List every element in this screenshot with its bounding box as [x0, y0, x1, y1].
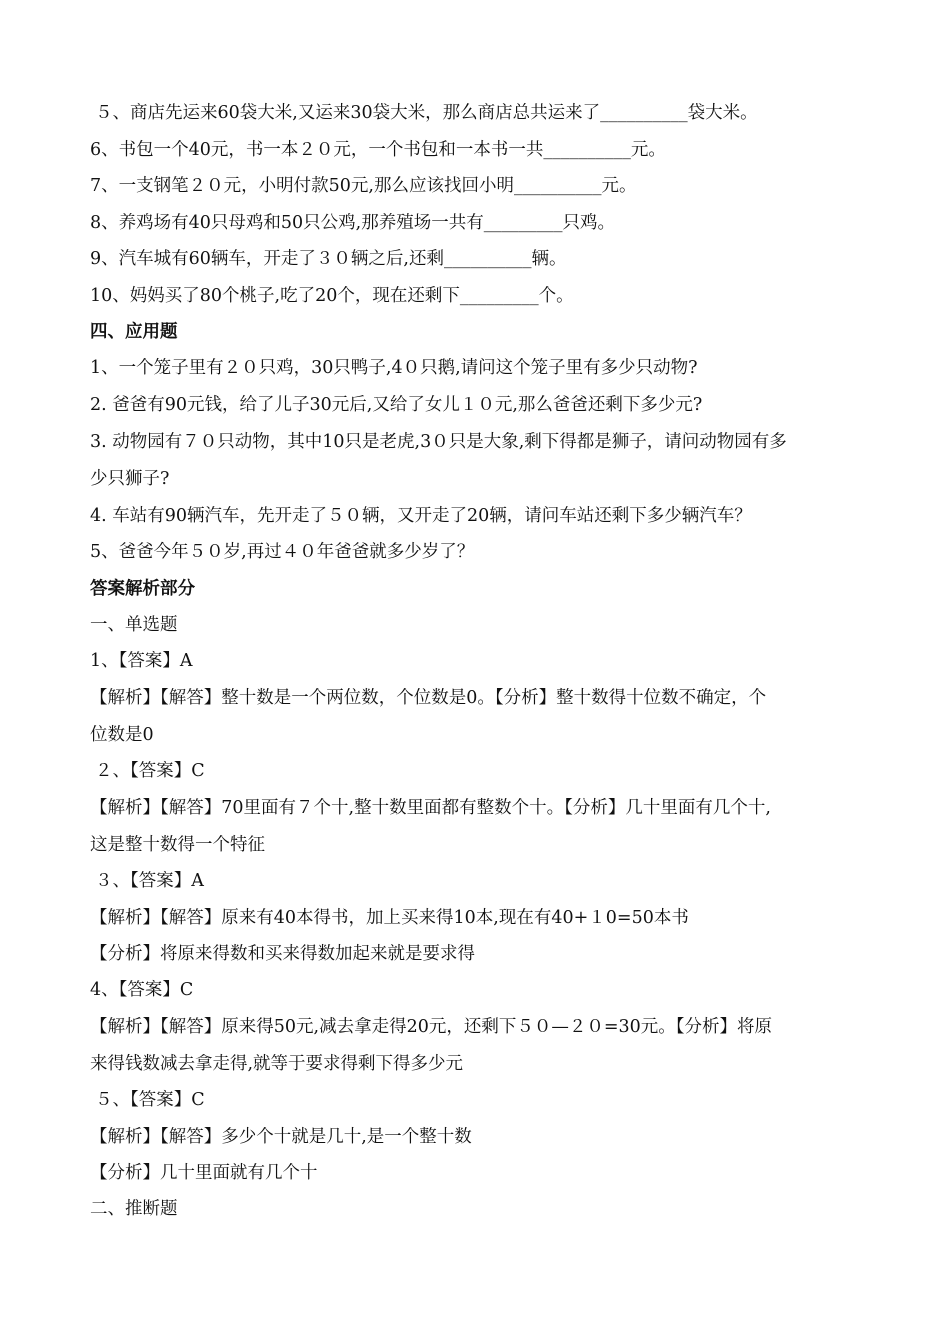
answer-section-heading: 答案解析部分 [90, 579, 195, 599]
application-question-1: 1、一个笼子里有２０只鸡，30只鸭子,4０只鹅,请问这个笼子里有多少只动物? [90, 358, 698, 378]
application-question-4: 4. 车站有90辆汽车，先开走了５０辆，又开走了20辆，请问车站还剩下多少辆汽车？ [90, 506, 752, 526]
answer-line: ３、【答案】A [95, 871, 204, 891]
answer-line: 1、【答案】A [90, 651, 193, 671]
application-question-2: 2. 爸爸有90元钱，给了儿子30元后,又给了女儿１０元,那么爸爸还剩下多少元? [90, 395, 703, 415]
answer-line: 【分析】将原来得数和买来得数加起来就是要求得 [90, 944, 475, 964]
answer-line: ２、【答案】C [95, 761, 205, 781]
answer-line: 4、【答案】C [90, 980, 194, 1000]
fill-in-question-10: 10、妈妈买了80个桃子,吃了20个，现在还剩下_________个。 [90, 286, 574, 306]
answer-line: 【解析】【解答】多少个十就是几十,是一个整十数 [90, 1127, 472, 1147]
section-heading-applications: 四、应用题 [90, 322, 178, 342]
answer-subheading-single-choice: 一、单选题 [90, 615, 178, 635]
answer-line: 这是整十数得一个特征 [90, 835, 265, 855]
answer-line: 【分析】几十里面就有几个十 [90, 1163, 318, 1183]
answer-line: 【解析】【解答】整十数是一个两位数，个位数是0。【分析】整十数得十位数不确定，个 [90, 688, 767, 708]
answer-line: 来得钱数减去拿走得,就等于要求得剩下得多少元 [90, 1054, 464, 1074]
application-question-3: 3. 动物园有７０只动物，其中10只是老虎,3０只是大象,剩下得都是狮子，请问动物园有多 [90, 432, 787, 452]
application-question-5: 5、爸爸今年５０岁,再过４０年爸爸就多少岁了？ [90, 542, 475, 562]
fill-in-question-6: 6、书包一个40元，书一本２０元，一个书包和一本书一共__________元。 [90, 140, 666, 160]
fill-in-question-9: 9、汽车城有60辆车，开走了３０辆之后,还剩__________辆。 [90, 249, 567, 269]
fill-in-question-8: 8、养鸡场有40只母鸡和50只公鸡,那养殖场一共有_________只鸡。 [90, 213, 615, 233]
application-question-3-cont: 少只狮子? [90, 469, 170, 489]
answer-line: 【解析】【解答】70里面有７个十,整十数里面都有整数个十。【分析】几十里面有几个十, [90, 798, 771, 818]
answer-subheading-judgement: 二、推断题 [90, 1199, 178, 1219]
answer-line: 【解析】【解答】原来得50元,减去拿走得20元，还剩下５０—２０=30元。【分析】将原 [90, 1017, 773, 1037]
fill-in-question-7: 7、一支钢笔２０元，小明付款50元,那么应该找回小明__________元。 [90, 176, 637, 196]
answer-line: 位数是0 [90, 725, 154, 745]
fill-in-question-5: ５、商店先运来60袋大米,又运来30袋大米，那么商店总共运来了__________袋大米。 [95, 103, 758, 123]
answer-line: 【解析】【解答】原来有40本得书，加上买来得10本,现在有40+１0=50本书 [90, 908, 689, 928]
answer-line: ５、【答案】C [95, 1090, 205, 1110]
